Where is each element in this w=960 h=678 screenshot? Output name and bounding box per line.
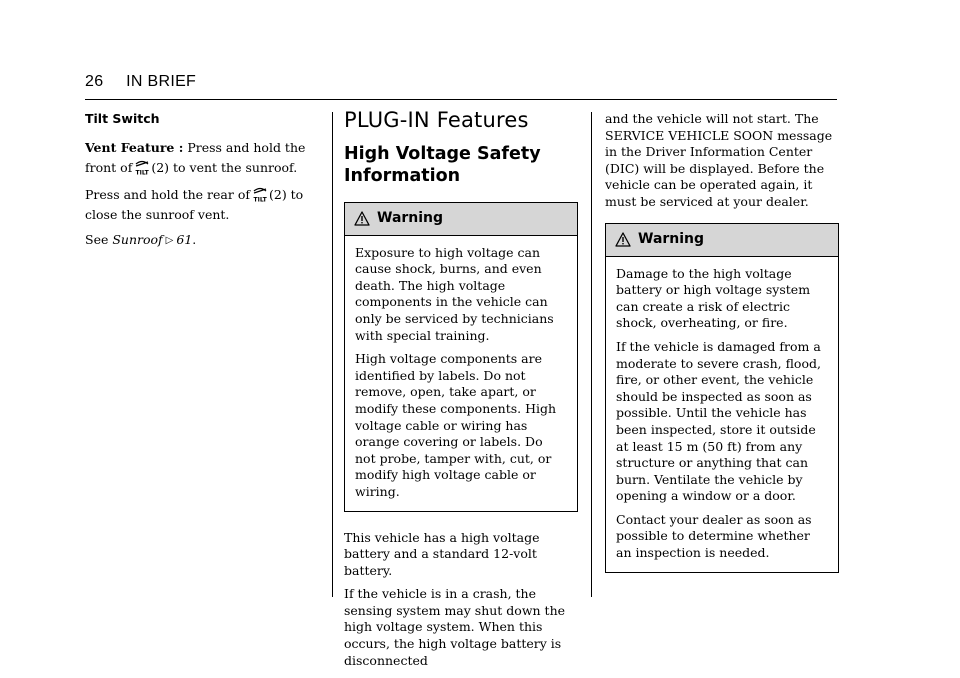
column-2 (344, 108, 578, 676)
high-voltage-safety-heading: High Voltage Safety Information (344, 143, 541, 186)
tilt-switch-heading: Tilt Switch (85, 111, 160, 126)
column-3 (605, 111, 839, 587)
section-title: IN BRIEF (126, 73, 197, 90)
warning-paragraph: High voltage components are identified by labels. Do not remove, open, take apart, or modify these components. High voltage cable or wiring has orange covering or labels. Do not probe, tamper with, cut, or modify high voltage cable or wiring. (355, 351, 557, 499)
svg-text:TILT: TILT (253, 196, 267, 202)
plugin-features-title: PLUG-IN Features (344, 108, 529, 132)
header-rule (85, 99, 837, 100)
warning-header (345, 203, 577, 236)
column-divider-1 (332, 112, 333, 597)
sunroof-link[interactable]: Sunroof (112, 231, 163, 247)
vent-feature-paragraph: Vent Feature : Press and hold the front of TILT (2) to vent the sunroof. (85, 139, 306, 175)
warning-box (344, 202, 578, 512)
warning-triangle-icon (615, 232, 631, 247)
sunroof-tilt-icon (253, 186, 267, 202)
warning-body (345, 236, 577, 511)
vent-close-paragraph: Press and hold the rear of TILT (2) to close the sunroof vent. (85, 186, 304, 222)
page-reference-arrow-icon: ▷ (165, 234, 174, 246)
warning-label: Warning (377, 210, 444, 227)
see-reference: See Sunroof ▷ 61. (85, 232, 315, 250)
warning-paragraph: If the vehicle is damaged from a moderate to severe crash, flood, fire, or other event, the vehicle should be inspected as soon as possible. Until the vehicle has been inspected, store it outside at least 15 m (50 ft) from any structure or anything that can burn. Ventilate the vehicle by opening a window or a door. (616, 338, 821, 504)
body-paragraph: This vehicle has a high voltage battery and a standard 12-volt battery. (344, 529, 540, 578)
warning-paragraph: Damage to the high voltage battery or high voltage system can create a risk of electric shock, overheating, or fire. (616, 265, 811, 331)
warning-paragraph: Contact your dealer as soon as possible to determine whether an inspection is needed. (616, 511, 812, 561)
warning-header (606, 224, 838, 257)
warning-triangle-icon (354, 211, 370, 226)
warning-paragraph: Exposure to high voltage can cause shock, burns, and even death. The high voltage components in the vehicle can only be serviced by technicians with special training. (355, 244, 554, 343)
warning-label: Warning (638, 231, 705, 248)
column-1 (85, 111, 315, 256)
warning-box (605, 223, 839, 573)
page-number: 26 (85, 73, 104, 90)
page-header (85, 73, 196, 91)
sunroof-tilt-icon (135, 159, 149, 175)
body-paragraph: If the vehicle is in a crash, the sensing system may shut down the high voltage system. When this occurs, the high voltage battery is disconnected (344, 586, 566, 668)
continued-paragraph: and the vehicle will not start. The SERVICE VEHICLE SOON message in the Driver Information Center (DIC) will be displayed. Before the vehicle can be operated again, it must be serviced at your dealer. (605, 111, 833, 209)
warning-body (606, 257, 838, 572)
column-divider-2 (591, 112, 592, 597)
svg-text:TILT: TILT (135, 169, 150, 175)
vent-feature-label: Vent Feature : (85, 139, 184, 155)
